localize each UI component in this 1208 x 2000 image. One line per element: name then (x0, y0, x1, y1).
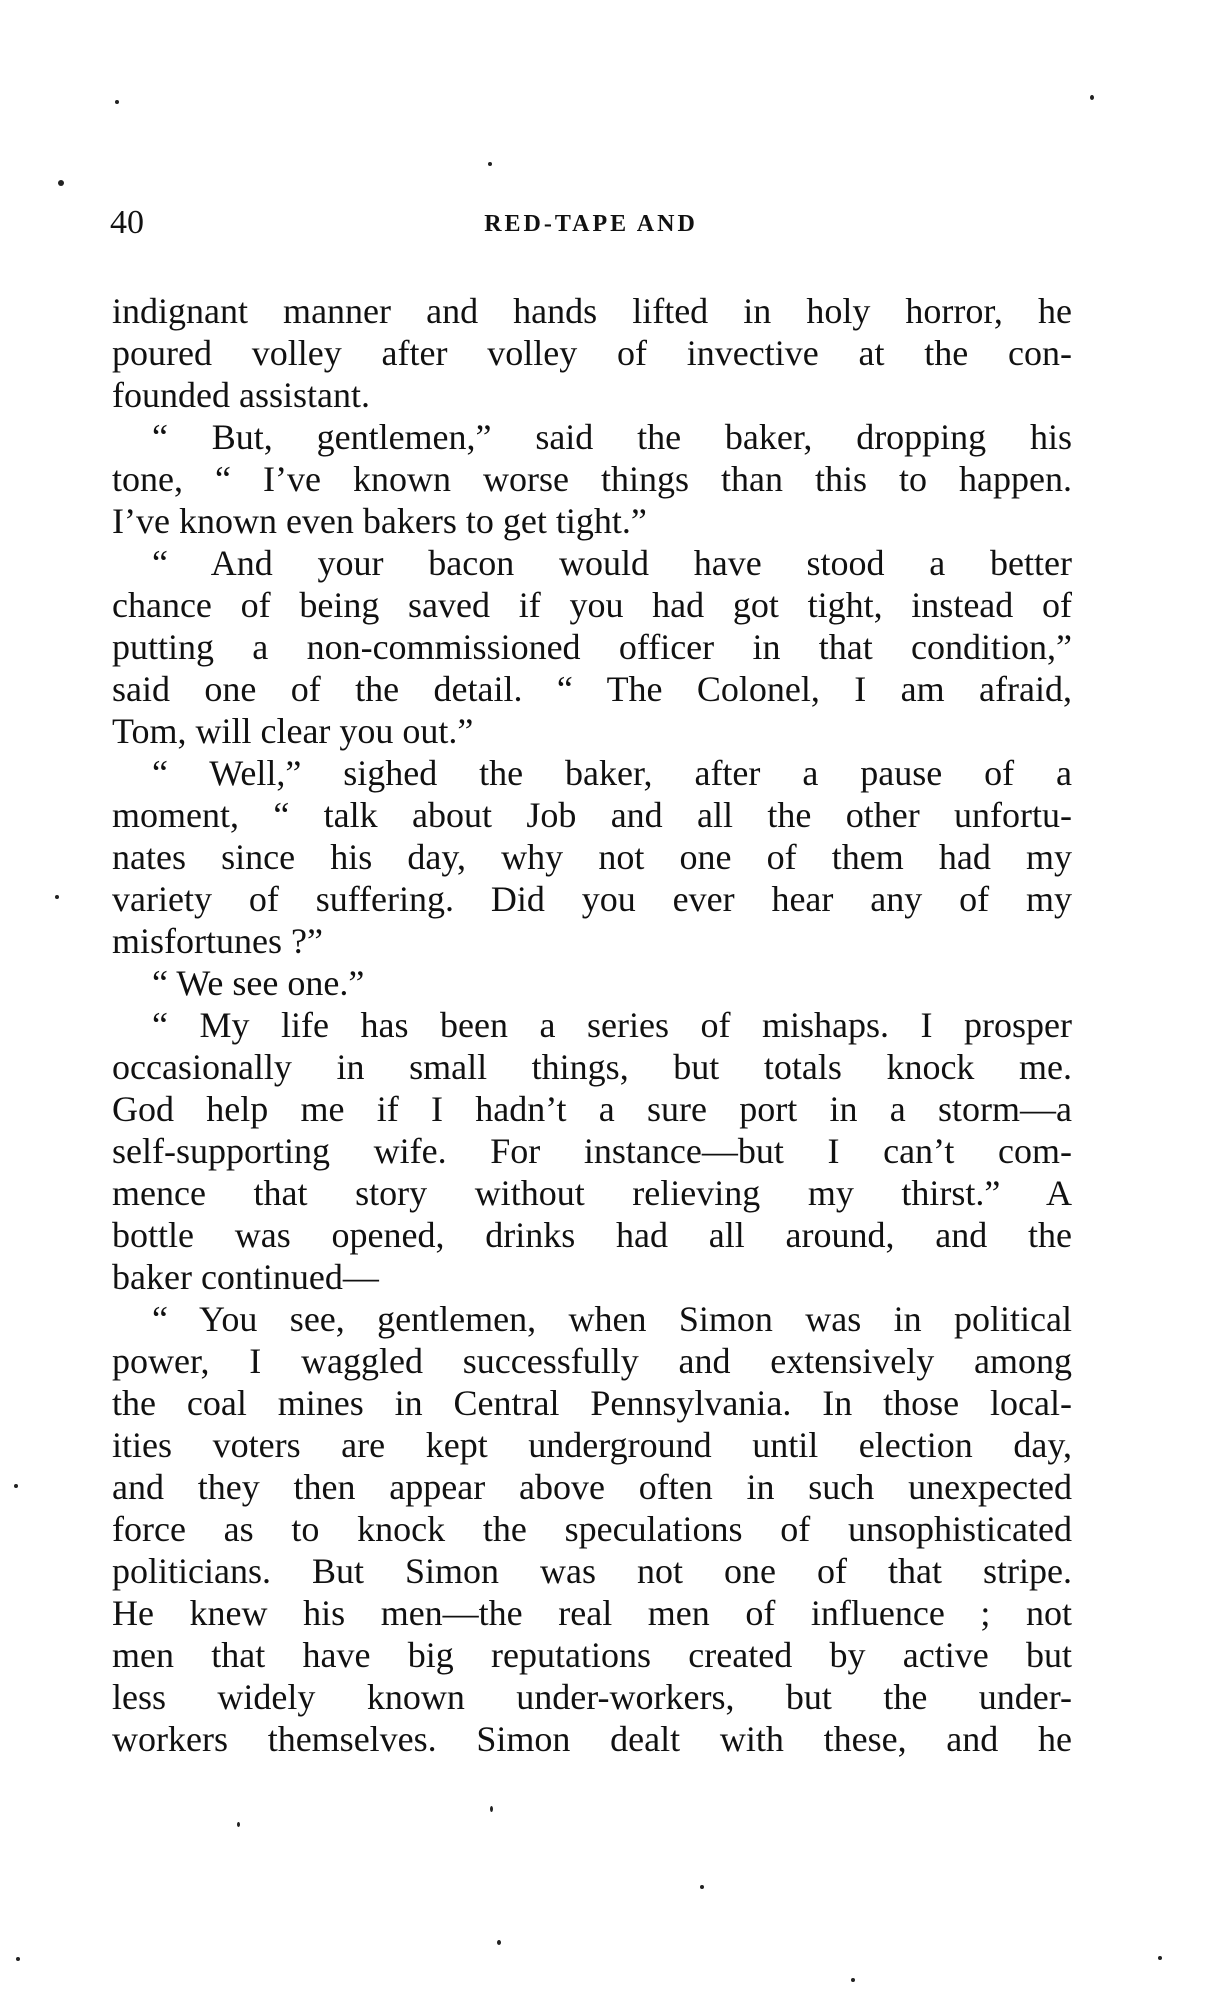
scan-speck (115, 100, 119, 104)
scan-speck (490, 1806, 493, 1812)
scan-speck (14, 1484, 18, 1488)
text-line: misfortunes ?” (112, 921, 323, 961)
scan-speck (700, 1885, 704, 1889)
text-line: nates since his day, why not one of them had my (112, 837, 1072, 877)
text-line: said one of the detail. “ The Colonel, I am afraid, (112, 669, 1072, 709)
text-line: bottle was opened, drinks had all around, and the (112, 1215, 1072, 1255)
text-line: chance of being saved if you had got tight, instead of (112, 585, 1072, 625)
scan-speck (497, 1940, 501, 1945)
text-line: ities voters are kept underground until election day, (112, 1425, 1072, 1465)
text-line: God help me if I hadn’t a sure port in a storm—a (112, 1089, 1072, 1129)
scan-speck (16, 1957, 20, 1961)
text-line: moment, “ talk about Job and all the other unfortu- (112, 795, 1072, 835)
page-number: 40 (110, 204, 144, 241)
text-line: politicians. But Simon was not one of that stripe. (112, 1551, 1072, 1591)
page-header (110, 200, 1072, 246)
scan-speck (851, 1978, 855, 1982)
body-text (112, 290, 1072, 1760)
text-line: poured volley after volley of invective at the con- (112, 333, 1072, 373)
text-line: “ My life has been a series of mishaps. I prosper (152, 1005, 1072, 1045)
scan-speck (1158, 1956, 1162, 1960)
text-line: putting a non-commissioned officer in that condition,” (112, 627, 1072, 667)
text-line: “ We see one.” (152, 963, 365, 1003)
text-line: tone, “ I’ve known worse things than this to happen. (112, 459, 1072, 499)
text-line: and they then appear above often in such unexpected (112, 1467, 1072, 1507)
scan-speck (237, 1822, 240, 1827)
text-line: “ You see, gentlemen, when Simon was in political (152, 1299, 1072, 1339)
text-line: He knew his men—the real men of influence ; not (112, 1593, 1072, 1633)
text-line: founded assistant. (112, 375, 370, 415)
text-line: the coal mines in Central Pennsylvania. In those local- (112, 1383, 1072, 1423)
text-line: indignant manner and hands lifted in holy horror, he (112, 291, 1072, 331)
text-line: force as to knock the speculations of unsophisticated (112, 1509, 1072, 1549)
text-line: less widely known under-workers, but the under- (112, 1677, 1072, 1717)
text-line: variety of suffering. Did you ever hear any of my (112, 879, 1072, 919)
text-line: self-supporting wife. For instance—but I can’t com- (112, 1131, 1072, 1171)
running-head: RED-TAPE AND (484, 211, 698, 237)
scan-speck (58, 180, 64, 186)
text-line: power, I waggled successfully and extensively among (112, 1341, 1072, 1381)
text-line: I’ve known even bakers to get tight.” (112, 501, 647, 541)
text-line: baker continued— (112, 1257, 379, 1297)
text-line: occasionally in small things, but totals knock me. (112, 1047, 1072, 1087)
text-line: mence that story without relieving my thirst.” A (112, 1173, 1072, 1213)
scan-speck (1090, 95, 1094, 100)
text-line: “ Well,” sighed the baker, after a pause of a (152, 753, 1072, 793)
scan-speck (55, 895, 59, 899)
scan-speck (488, 162, 492, 166)
text-line: workers themselves. Simon dealt with these, and he (112, 1719, 1072, 1759)
text-line: Tom, will clear you out.” (112, 711, 474, 751)
text-line: men that have big reputations created by active but (112, 1635, 1072, 1675)
text-line: “ And your bacon would have stood a better (152, 543, 1072, 583)
text-line: “ But, gentlemen,” said the baker, dropping his (152, 417, 1072, 457)
